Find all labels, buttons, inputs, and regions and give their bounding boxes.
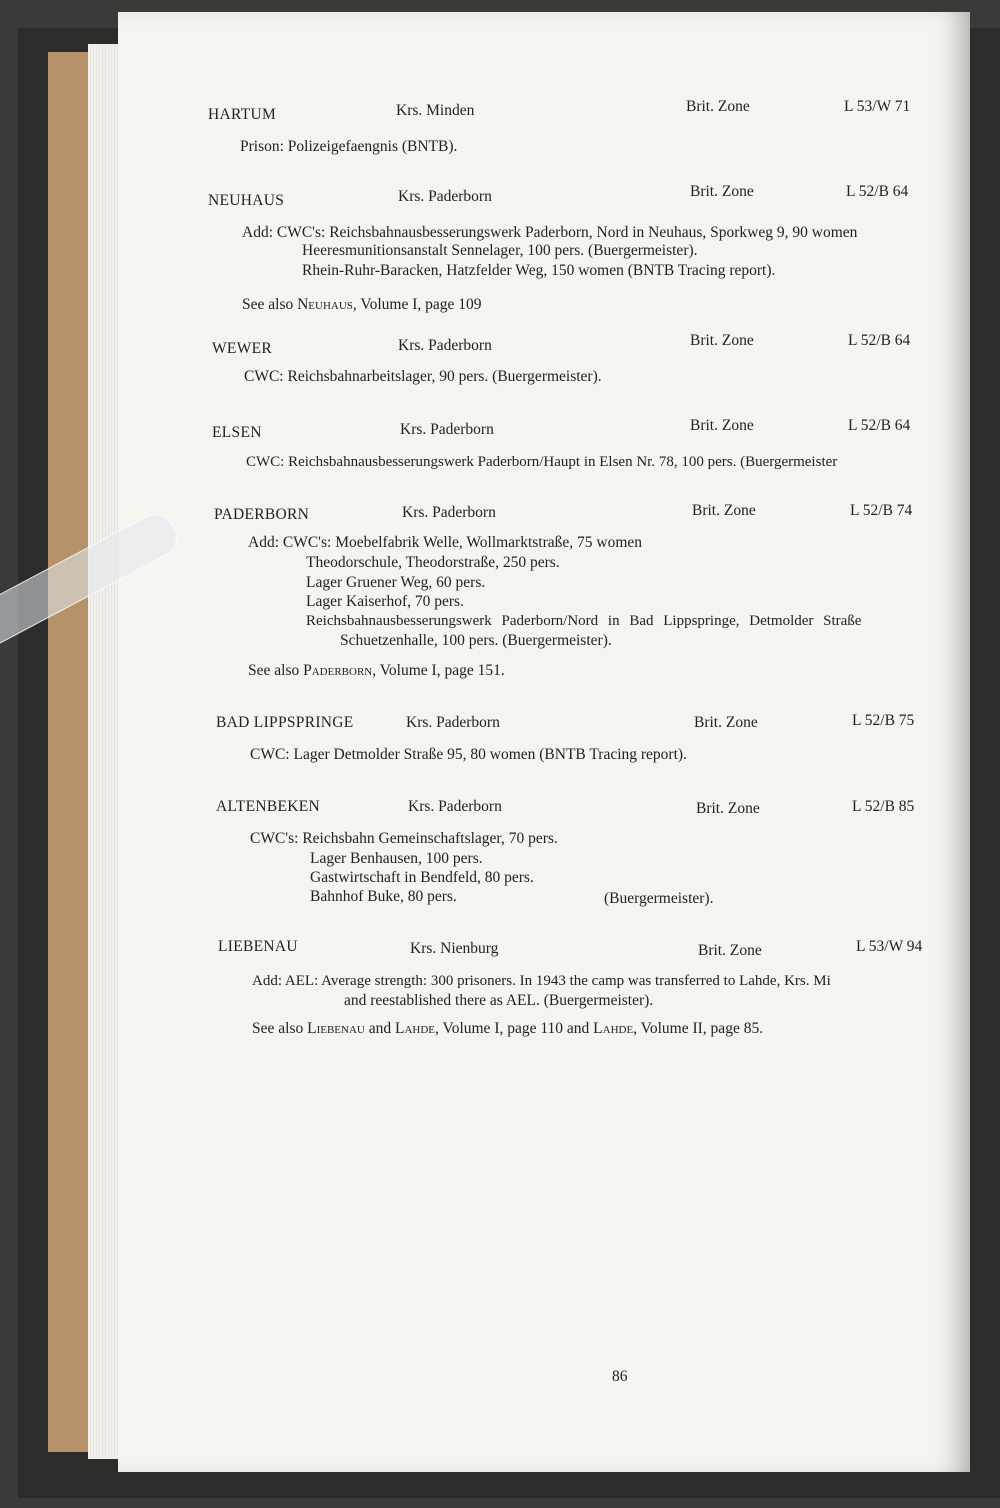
entry-line: Add: CWC's: Moebelfabrik Welle, Wollmarktstraße, 75 women	[248, 534, 643, 551]
see-also: See also Liebenau and Lahde, Volume I, page 110 and Lahde, Volume II, page 85.	[252, 1020, 764, 1037]
entry-line: CWC's: Reichsbahn Gemeinschaftslager, 70 pers.	[250, 830, 558, 847]
see-also: See also Neuhaus, Volume I, page 109	[242, 296, 482, 313]
entry-line: and reestablished there as AEL. (Buergermeister).	[344, 992, 654, 1009]
entry-line: Schuetzenhalle, 100 pers. (Buergermeister).	[340, 632, 612, 649]
entry-line: Lager Gruener Weg, 60 pers.	[306, 574, 486, 591]
zone: Brit. Zone	[690, 183, 754, 200]
place-name: ELSEN	[212, 424, 262, 441]
place-name: ALTENBEKEN	[216, 798, 321, 815]
district: Krs. Paderborn	[408, 798, 502, 815]
grid-ref: L 52/B 64	[848, 332, 911, 349]
zone: Brit. Zone	[690, 417, 754, 434]
entry-line: Add: AEL: Average strength: 300 prisoners. In 1943 the camp was transferred to Lahde, Krs. Mi	[252, 973, 831, 989]
district: Krs. Paderborn	[406, 714, 500, 731]
entry-line: (Buergermeister).	[604, 890, 714, 907]
page-number: 86	[612, 1368, 628, 1385]
grid-ref: L 52/B 75	[852, 712, 915, 729]
place-name: HARTUM	[208, 106, 277, 123]
book-page	[118, 12, 970, 1472]
entry-line: Gastwirtschaft in Bendfeld, 80 pers.	[310, 869, 534, 886]
zone: Brit. Zone	[690, 332, 754, 349]
district: Krs. Paderborn	[400, 421, 494, 438]
cover-board	[48, 52, 93, 1452]
grid-ref: L 52/B 64	[846, 183, 909, 200]
grid-ref: L 52/B 74	[850, 502, 913, 519]
entry-line: Rhein-Ruhr-Baracken, Hatzfelder Weg, 150 women (BNTB Tracing report).	[302, 262, 776, 279]
zone: Brit. Zone	[696, 800, 760, 817]
place-name: PADERBORN	[214, 506, 310, 523]
zone: Brit. Zone	[694, 714, 758, 731]
place-name: LIEBENAU	[218, 938, 298, 955]
entry-line: Theodorschule, Theodorstraße, 250 pers.	[306, 554, 560, 571]
entry-line: Heeresmunitionsanstalt Sennelager, 100 pers. (Buergermeister).	[302, 242, 698, 259]
district: Krs. Minden	[396, 102, 475, 119]
place-name: WEWER	[212, 340, 273, 357]
place-name: NEUHAUS	[208, 192, 285, 209]
entry-line: CWC: Lager Detmolder Straße 95, 80 women (BNTB Tracing report).	[250, 746, 687, 763]
entry-line: Lager Benhausen, 100 pers.	[310, 850, 483, 867]
grid-ref: L 52/B 85	[852, 798, 915, 815]
district: Krs. Paderborn	[402, 504, 496, 521]
entry-line: CWC: Reichsbahnarbeitslager, 90 pers. (Buergermeister).	[244, 368, 602, 385]
district: Krs. Paderborn	[398, 337, 492, 354]
district: Krs. Paderborn	[398, 188, 492, 205]
grid-ref: L 52/B 64	[848, 417, 911, 434]
district: Krs. Nienburg	[410, 940, 499, 957]
zone: Brit. Zone	[686, 98, 750, 115]
entry-line: Prison: Polizeigefaengnis (BNTB).	[240, 138, 458, 155]
entry-line: CWC: Reichsbahnausbesserungswerk Paderborn/Haupt in Elsen Nr. 78, 100 pers. (Buergermeister	[246, 454, 838, 470]
entry-line: Reichsbahnausbesserungswerk Paderborn/Nord in Bad Lippspringe, Detmolder Straße	[306, 613, 862, 629]
zone: Brit. Zone	[692, 502, 756, 519]
zone: Brit. Zone	[698, 942, 762, 959]
grid-ref: L 53/W 71	[844, 98, 911, 115]
grid-ref: L 53/W 94	[856, 938, 923, 955]
entry-line: Bahnhof Buke, 80 pers.	[310, 888, 457, 905]
place-name: BAD LIPPSPRINGE	[216, 714, 354, 731]
see-also: See also Paderborn, Volume I, page 151.	[248, 662, 505, 679]
entry-line: Add: CWC's: Reichsbahnausbesserungswerk Paderborn, Nord in Neuhaus, Sporkweg 9, 90 women	[242, 224, 858, 241]
entry-line: Lager Kaiserhof, 70 pers.	[306, 593, 464, 610]
